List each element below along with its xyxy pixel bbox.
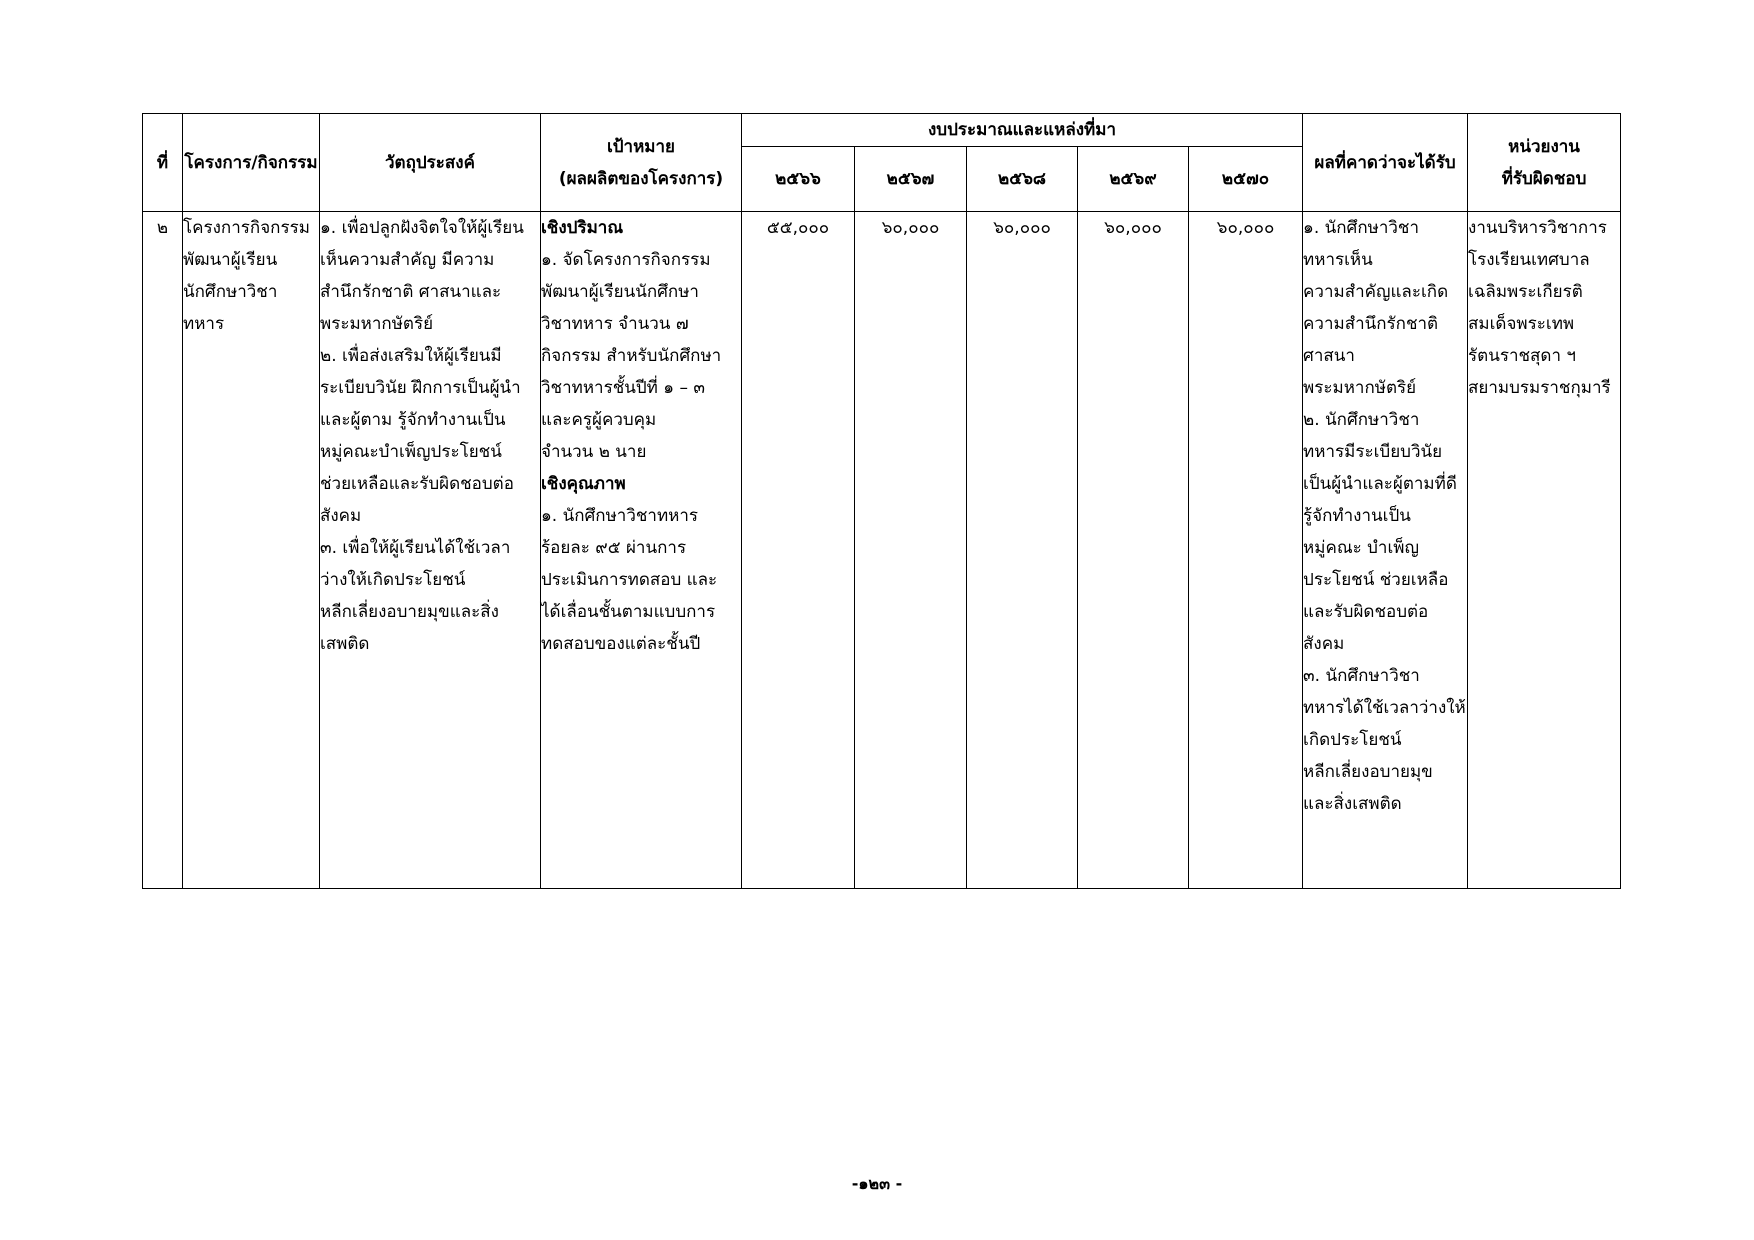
target-line: จำนวน ๒ นาย [541, 442, 647, 462]
project-cell [183, 212, 320, 889]
objective-line: เห็นความสำคัญ มีความ [320, 250, 495, 270]
header-no: ที่ [143, 114, 183, 212]
row-number: ๒ [143, 212, 183, 889]
header-budget: งบประมาณและแหล่งที่มา [742, 114, 1303, 147]
responsible-unit-cell [1468, 212, 1621, 889]
objective-cell [320, 212, 541, 889]
header-row-1 [143, 114, 1621, 147]
expected-line: หลีกเลี่ยงอบายมุข [1303, 762, 1433, 782]
target-line: ทดสอบของแต่ละชั้นปี [541, 634, 701, 654]
header-target [541, 114, 742, 212]
expected-line: และรับผิดชอบต่อ [1303, 602, 1429, 622]
unit-line: งานบริหารวิชาการ [1468, 218, 1607, 238]
unit-line: เฉลิมพระเกียรติ [1468, 282, 1583, 302]
objective-line: หมู่คณะบำเพ็ญประโยชน์ [320, 442, 502, 462]
table-row [143, 212, 1621, 889]
objective-line: สำนึกรักชาติ ศาสนาและ [320, 282, 502, 302]
expected-line: สังคม [1303, 634, 1345, 654]
expected-line: พระมหากษัตริย์ [1303, 378, 1417, 398]
budget-amount: ๖๐,๐๐๐ [1189, 212, 1303, 889]
objective-line: ช่วยเหลือและรับผิดชอบต่อ [320, 474, 514, 494]
header-expected: ผลที่คาดว่าจะได้รับ [1303, 114, 1468, 212]
objective-line: ๓. เพื่อให้ผู้เรียนได้ใช้เวลา [320, 538, 511, 558]
target-line: พัฒนาผู้เรียนนักศึกษา [541, 282, 699, 302]
budget-amount: ๖๐,๐๐๐ [855, 212, 967, 889]
expected-line: ทหารได้ใช้เวลาว่างให้ [1303, 698, 1466, 718]
target-cell [541, 212, 742, 889]
target-line: และครูผู้ควบคุม [541, 410, 657, 430]
project-line: นักศึกษาวิชา [183, 282, 278, 302]
objective-line: ๒. เพื่อส่งเสริมให้ผู้เรียนมี [320, 346, 502, 366]
header-objective: วัตถุประสงค์ [320, 114, 541, 212]
header-year: ๒๕๗๐ [1189, 147, 1303, 212]
expected-line: รู้จักทำงานเป็น [1303, 506, 1411, 526]
objective-line: หลีกเลี่ยงอบายมุขและสิ่ง [320, 602, 499, 622]
header-year: ๒๕๖๘ [967, 147, 1078, 212]
target-line: ได้เลื่อนชั้นตามแบบการ [541, 602, 716, 622]
header-responsible-unit [1468, 114, 1621, 212]
expected-line: ทหารเห็น [1303, 250, 1373, 270]
project-line: พัฒนาผู้เรียน [183, 250, 278, 270]
objective-line: สังคม [320, 506, 362, 526]
expected-line: เกิดประโยชน์ [1303, 730, 1402, 750]
objective-line: ระเบียบวินัย ฝึกการเป็นผู้นำ [320, 378, 521, 398]
expected-line: ๑. นักศึกษาวิชา [1303, 218, 1420, 238]
expected-line: และสิ่งเสพติด [1303, 794, 1402, 814]
project-line: โครงการกิจกรรม [183, 218, 310, 238]
header-target-line2: (ผลผลิตของโครงการ) [558, 168, 724, 189]
target-quantity-heading: เชิงปริมาณ [541, 218, 624, 238]
unit-line: โรงเรียนเทศบาล [1468, 250, 1590, 270]
expected-line: หมู่คณะ บำเพ็ญ [1303, 538, 1419, 558]
budget-amount: ๖๐,๐๐๐ [967, 212, 1078, 889]
target-quality-heading: เชิงคุณภาพ [541, 474, 626, 494]
expected-line: ความสำคัญและเกิด [1303, 282, 1449, 302]
header-unit-line1: หน่วยงาน [1508, 136, 1580, 157]
target-line: ๑. นักศึกษาวิชาทหาร [541, 506, 699, 526]
budget-amount: ๖๐,๐๐๐ [1078, 212, 1189, 889]
budget-amount: ๕๕,๐๐๐ [742, 212, 855, 889]
expected-line: ๒. นักศึกษาวิชา [1303, 410, 1420, 430]
target-line: วิชาทหารชั้นปีที่ ๑ – ๓ [541, 378, 705, 398]
header-unit-line2: ที่รับผิดชอบ [1501, 168, 1587, 189]
header-year: ๒๕๖๙ [1078, 147, 1189, 212]
project-line: ทหาร [183, 314, 225, 334]
target-line: วิชาทหาร จำนวน ๗ [541, 314, 689, 334]
objective-line: ว่างให้เกิดประโยชน์ [320, 570, 466, 590]
objective-line: และผู้ตาม รู้จักทำงานเป็น [320, 410, 506, 430]
objective-line: ๑. เพื่อปลูกฝังจิตใจให้ผู้เรียน [320, 218, 524, 238]
expected-line: เป็นผู้นำและผู้ตามที่ดี [1303, 474, 1457, 494]
header-year: ๒๕๖๖ [742, 147, 855, 212]
unit-line: สยามบรมราชกุมารี [1468, 378, 1611, 398]
expected-line: ศาสนา [1303, 346, 1355, 366]
unit-line: สมเด็จพระเทพ [1468, 314, 1575, 334]
target-line: ประเมินการทดสอบ และ [541, 570, 718, 590]
project-plan-table [142, 113, 1621, 889]
header-project: โครงการ/กิจกรรม [183, 114, 320, 212]
page-number: -๑๒๓ - [851, 1174, 903, 1193]
header-year: ๒๕๖๗ [855, 147, 967, 212]
expected-result-cell [1303, 212, 1468, 889]
expected-line: ทหารมีระเบียบวินัย [1303, 442, 1443, 462]
objective-line: พระมหากษัตริย์ [320, 314, 434, 334]
objective-line: เสพติด [320, 634, 370, 654]
expected-line: ประโยชน์ ช่วยเหลือ [1303, 570, 1449, 590]
target-line: ๑. จัดโครงการกิจกรรม [541, 250, 711, 270]
expected-line: ความสำนึกรักชาติ [1303, 314, 1439, 334]
target-line: กิจกรรม สำหรับนักศึกษา [541, 346, 722, 366]
target-line: ร้อยละ ๙๕ ผ่านการ [541, 538, 687, 558]
unit-line: รัตนราชสุดา ฯ [1468, 346, 1576, 366]
expected-line: ๓. นักศึกษาวิชา [1303, 666, 1420, 686]
header-target-line1: เป้าหมาย [606, 136, 676, 157]
